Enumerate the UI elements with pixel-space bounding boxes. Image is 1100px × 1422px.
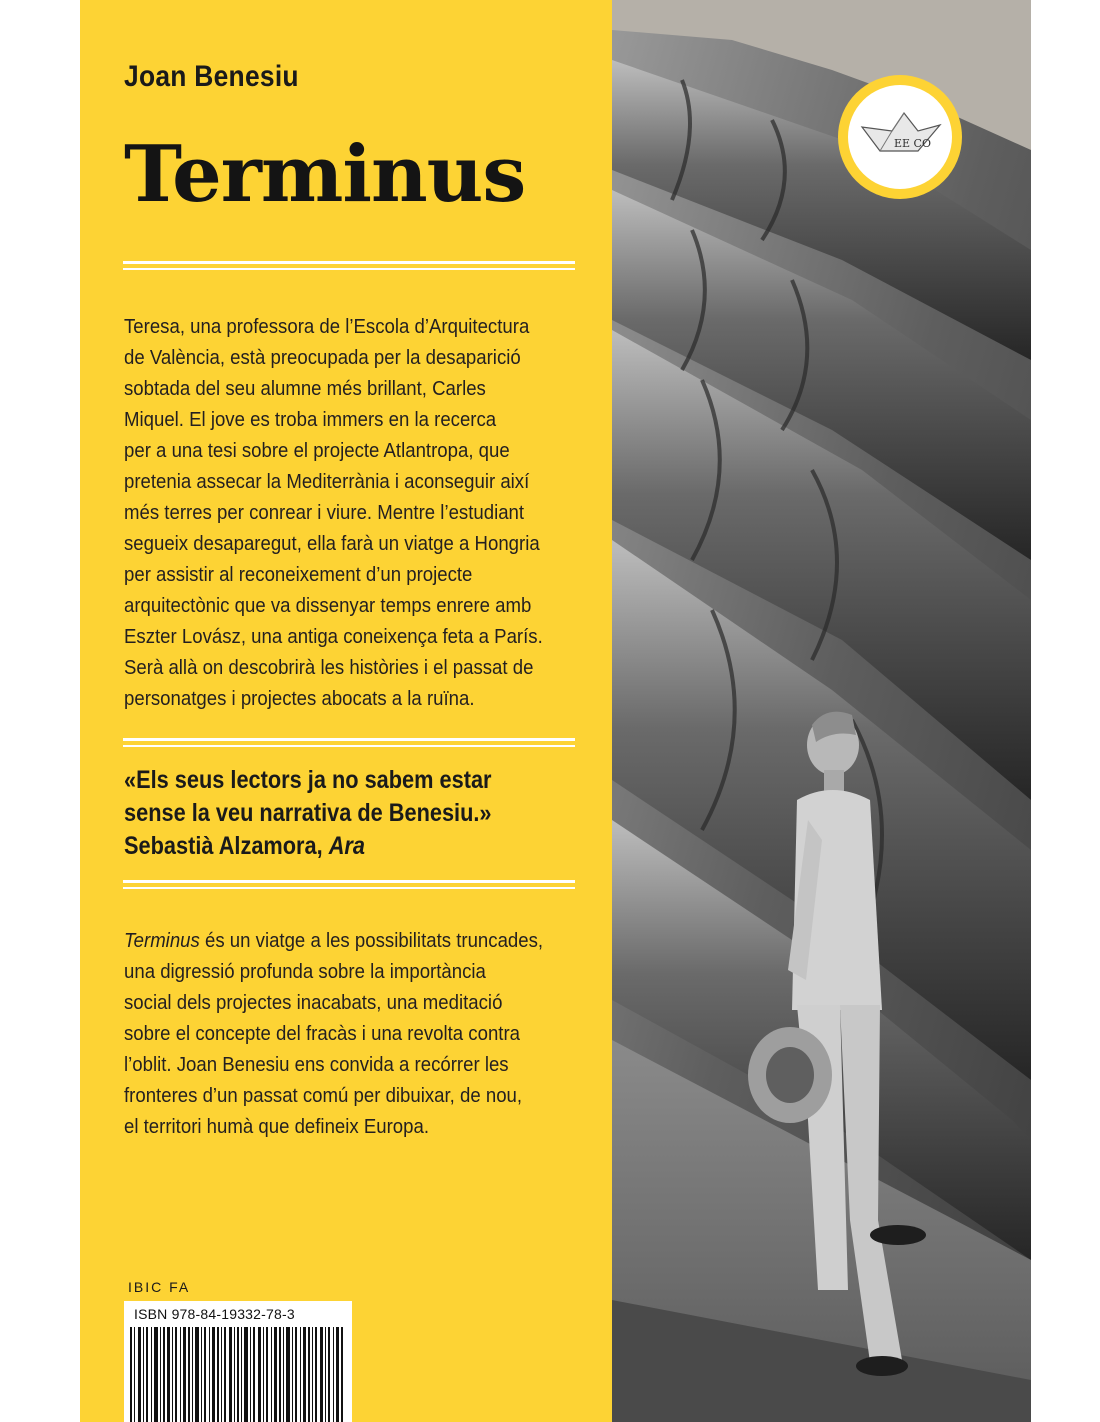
description-title: Terminus <box>124 930 200 952</box>
press-quote <box>124 764 542 863</box>
quote-line: sense la veu narrativa de Benesiu.» <box>124 799 492 827</box>
synopsis-line: sobtada del seu alumne més brillant, Carles <box>124 378 486 400</box>
synopsis-line: segueix desaparegut, ella farà un viatge a Hongria <box>124 533 540 555</box>
synopsis-line: Teresa, una professora de l’Escola d’Arquitectura <box>124 316 530 338</box>
description-line: sobre el concepte del fracàs i una revolta contra <box>124 1023 521 1045</box>
paper-boat-icon <box>848 85 952 189</box>
synopsis-line: per assistir al reconeixement d’un projecte <box>124 564 473 586</box>
synopsis-line: pretenia assecar la Mediterrània i aconseguir així <box>124 471 530 493</box>
quote-source: Ara <box>328 832 365 860</box>
description-line: fronteres d’un passat comú per dibuixar, de nou, <box>124 1085 523 1107</box>
description-line: el territori humà que defineix Europa. <box>124 1116 430 1138</box>
synopsis-line: personatges i projectes abocats a la ruïna. <box>124 688 475 710</box>
description-line <box>124 926 570 957</box>
synopsis-line: de València, està preocupada per la desaparició <box>124 347 521 369</box>
author-name: Joan Benesiu <box>124 60 299 93</box>
isbn-number: ISBN 978-84-19332-78-3 <box>134 1306 295 1322</box>
synopsis-line: arquitectònic que va dissenyar temps enrere amb <box>124 595 532 617</box>
divider <box>123 261 575 270</box>
publisher-logo <box>838 75 962 199</box>
synopsis-line: més terres per conrear i viure. Mentre l’estudiant <box>124 502 525 524</box>
book-back-cover <box>80 0 1031 1422</box>
description-line: l’oblit. Joan Benesiu ens convida a recórrer les <box>124 1054 509 1076</box>
synopsis-line: per a una tesi sobre el projecte Atlantropa, que <box>124 440 510 462</box>
book-title: Terminus <box>124 129 526 220</box>
quote-attribution <box>124 830 542 863</box>
ibic-code: IBIC FA <box>128 1279 191 1295</box>
photo-pipes-and-man <box>612 0 1031 1422</box>
description-line: social dels projectes inacabats, una meditació <box>124 992 503 1014</box>
synopsis-line: Miquel. El jove es troba immers en la recerca <box>124 409 497 431</box>
barcode-bars <box>130 1327 346 1422</box>
divider <box>123 738 575 747</box>
description <box>124 926 570 1143</box>
logo-text: EE CO <box>894 137 931 150</box>
divider <box>123 880 575 889</box>
text-panel <box>80 0 612 1422</box>
barcode <box>124 1301 352 1422</box>
quote-author: Sebastià Alzamora, <box>124 832 329 860</box>
description-line: una digressió profunda sobre la importància <box>124 961 486 983</box>
synopsis-line: Eszter Lovász, una antiga coneixença feta a París. <box>124 626 543 648</box>
synopsis <box>124 312 570 715</box>
description-text: és un viatge a les possibilitats truncades, <box>199 930 544 952</box>
logo-circle <box>848 85 952 189</box>
quote-line: «Els seus lectors ja no sabem estar <box>124 766 492 794</box>
synopsis-line: Serà allà on descobrirà les històries i el passat de <box>124 657 534 679</box>
cover-photo <box>612 0 1031 1422</box>
